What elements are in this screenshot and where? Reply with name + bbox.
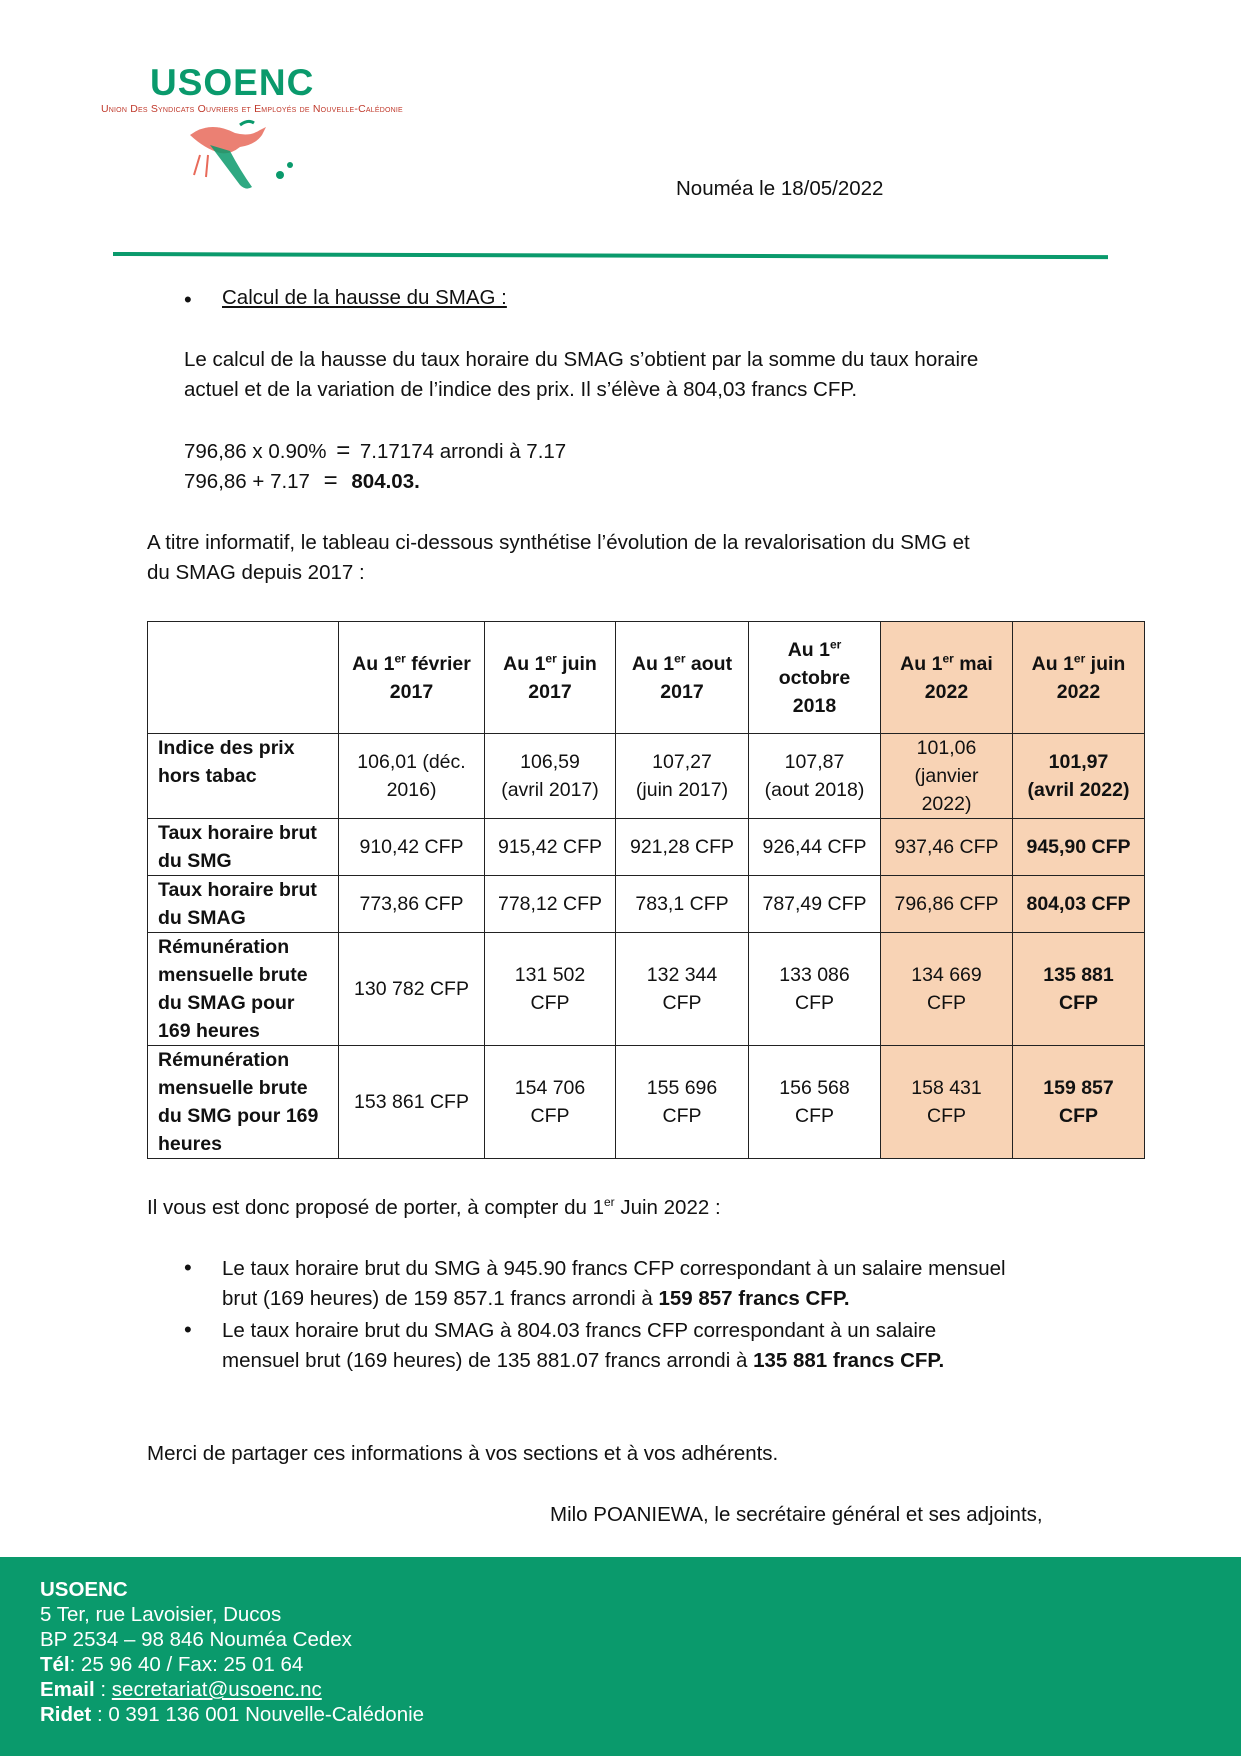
calc-equals: = bbox=[323, 467, 338, 494]
table-corner-cell bbox=[148, 622, 339, 734]
footer-address: 5 Ter, rue Lavoisier, Ducos bbox=[40, 1603, 282, 1626]
table-cell: 133 086 CFP bbox=[749, 933, 881, 1046]
table-cell: 796,86 CFP bbox=[881, 876, 1013, 933]
table-cell: 106,01 (déc. 2016) bbox=[339, 734, 485, 819]
closing-thanks: Merci de partager ces informations à vos sections et à vos adhérents. bbox=[147, 1442, 779, 1465]
table-cell: 131 502 CFP bbox=[485, 933, 616, 1046]
calc-result: 804.03. bbox=[351, 470, 420, 493]
table-cell: 107,27 (juin 2017) bbox=[616, 734, 749, 819]
row-label: Taux horaire brut du SMG bbox=[148, 819, 339, 876]
row-label: Indice des prix hors tabac bbox=[148, 734, 339, 819]
table-row bbox=[148, 1046, 1145, 1159]
paragraph-line: actuel et de la variation de l’indice des prix. Il s’élève à 804,03 francs CFP. bbox=[184, 378, 858, 401]
table-header-cell: Au 1er juin 2017 bbox=[485, 622, 616, 734]
table-header-row bbox=[148, 622, 1145, 734]
footer-email: Email : secretariat@usoenc.nc bbox=[40, 1678, 322, 1701]
table-header-cell: Au 1er octobre 2018 bbox=[749, 622, 881, 734]
table-cell: 158 431 CFP bbox=[881, 1046, 1013, 1159]
row-label: Taux horaire brut du SMAG bbox=[148, 876, 339, 933]
table-cell: 101,06 (janvier 2022) bbox=[881, 734, 1013, 819]
footer bbox=[0, 1557, 1241, 1756]
table-cell: 135 881 CFP bbox=[1013, 933, 1145, 1046]
table-cell: 915,42 CFP bbox=[485, 819, 616, 876]
bullet: • bbox=[184, 1255, 192, 1280]
kagu-bird-logo-icon bbox=[180, 115, 300, 195]
table-cell: 107,87 (aout 2018) bbox=[749, 734, 881, 819]
section-heading: Calcul de la hausse du SMAG : bbox=[222, 286, 507, 309]
calc-left: 796,86 x 0.90% bbox=[184, 440, 327, 463]
intro-line: du SMAG depuis 2017 : bbox=[147, 561, 365, 584]
logo-subtitle: Union Des Syndicats Ouvriers et Employés de Nouvelle-Calédonie bbox=[101, 103, 403, 115]
table-cell: 778,12 CFP bbox=[485, 876, 616, 933]
table-cell: 155 696 CFP bbox=[616, 1046, 749, 1159]
table-header-cell: Au 1er juin 2022 bbox=[1013, 622, 1145, 734]
table-header-cell: Au 1er février 2017 bbox=[339, 622, 485, 734]
row-label: Rémunération mensuelle brute du SMAG pour 169 heures bbox=[148, 933, 339, 1046]
footer-phone: Tél: 25 96 40 / Fax: 25 01 64 bbox=[40, 1653, 304, 1676]
table-cell: 101,97 (avril 2022) bbox=[1013, 734, 1145, 819]
calc-right: 7.17174 arrondi à 7.17 bbox=[359, 440, 567, 463]
paragraph-line: Le calcul de la hausse du taux horaire du SMAG s’obtient par la somme du taux horaire bbox=[184, 348, 979, 371]
footer-address: BP 2534 – 98 846 Nouméa Cedex bbox=[40, 1628, 352, 1651]
proposal-intro: Il vous est donc proposé de porter, à compter du 1er Juin 2022 : bbox=[147, 1195, 721, 1219]
table-cell: 921,28 CFP bbox=[616, 819, 749, 876]
table-cell: 132 344 CFP bbox=[616, 933, 749, 1046]
smg-smag-table bbox=[147, 621, 1145, 1159]
table-cell: 154 706 CFP bbox=[485, 1046, 616, 1159]
bullet: • bbox=[184, 1317, 192, 1342]
email-link[interactable]: secretariat@usoenc.nc bbox=[111, 1678, 322, 1701]
logo-name: USOENC bbox=[150, 62, 315, 103]
calculation-line-1 bbox=[184, 436, 566, 467]
table-header-cell: Au 1er mai 2022 bbox=[881, 622, 1013, 734]
table-cell: 130 782 CFP bbox=[339, 933, 485, 1046]
table-cell: 773,86 CFP bbox=[339, 876, 485, 933]
bullet: • bbox=[184, 287, 192, 312]
table-cell: 106,59 (avril 2017) bbox=[485, 734, 616, 819]
table-cell: 156 568 CFP bbox=[749, 1046, 881, 1159]
proposal-item-1: Le taux horaire brut du SMG à 945.90 francs CFP correspondant à un salaire mensuel brut (169 heures) de 159 857.1 francs arrondi à 159 857 francs CFP. bbox=[222, 1257, 1006, 1310]
document-date: Nouméa le 18/05/2022 bbox=[676, 177, 884, 200]
footer-org: USOENC bbox=[40, 1578, 128, 1601]
table-cell: 926,44 CFP bbox=[749, 819, 881, 876]
table-row bbox=[148, 734, 1145, 819]
calc-equals: = bbox=[336, 437, 351, 464]
table-cell: 153 861 CFP bbox=[339, 1046, 485, 1159]
table-cell: 804,03 CFP bbox=[1013, 876, 1145, 933]
table-row bbox=[148, 933, 1145, 1046]
calc-left: 796,86 + 7.17 bbox=[184, 470, 310, 493]
table-header-cell: Au 1er aout 2017 bbox=[616, 622, 749, 734]
proposal-item-2: Le taux horaire brut du SMAG à 804.03 francs CFP correspondant à un salaire mensuel brut (169 heures) de 135 881.07 francs arrondi à 135 881 francs CFP. bbox=[222, 1319, 945, 1372]
table-cell: 159 857 CFP bbox=[1013, 1046, 1145, 1159]
table-cell: 910,42 CFP bbox=[339, 819, 485, 876]
table-cell: 937,46 CFP bbox=[881, 819, 1013, 876]
table-cell: 134 669 CFP bbox=[881, 933, 1013, 1046]
table-cell: 783,1 CFP bbox=[616, 876, 749, 933]
table-cell: 945,90 CFP bbox=[1013, 819, 1145, 876]
calculation-line-2 bbox=[184, 466, 420, 497]
intro-line: A titre informatif, le tableau ci-dessous synthétise l’évolution de la revalorisation du SMG et bbox=[147, 531, 970, 554]
signature: Milo POANIEWA, le secrétaire général et ses adjoints, bbox=[550, 1503, 1043, 1526]
footer-ridet: Ridet : 0 391 136 001 Nouvelle-Calédonie bbox=[40, 1703, 425, 1726]
row-label: Rémunération mensuelle brute du SMG pour 169 heures bbox=[148, 1046, 339, 1159]
table-row bbox=[148, 876, 1145, 933]
header-divider bbox=[113, 252, 1108, 259]
table-row bbox=[148, 819, 1145, 876]
table-cell: 787,49 CFP bbox=[749, 876, 881, 933]
